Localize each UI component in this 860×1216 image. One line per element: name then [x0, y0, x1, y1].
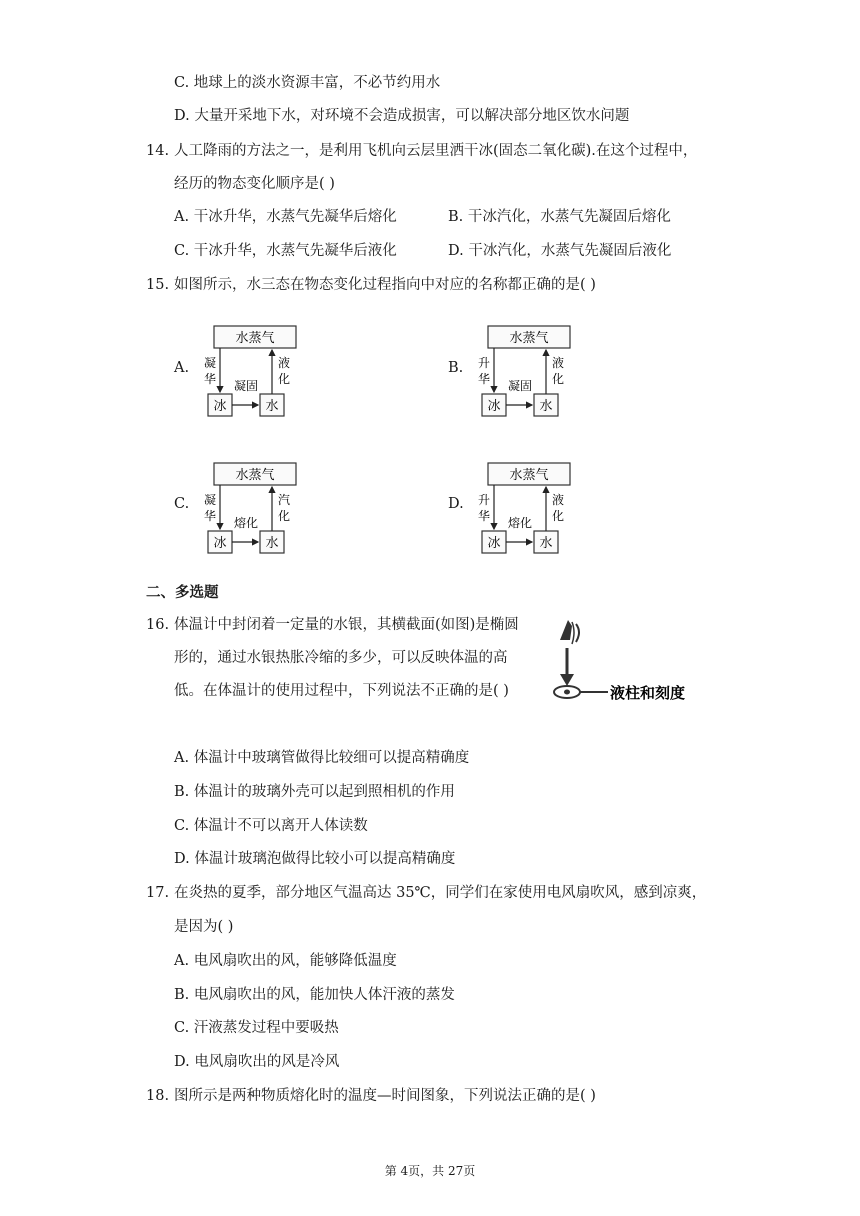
- mid-label: 熔化: [507, 516, 533, 530]
- q14-number: 14.: [146, 143, 170, 159]
- right-char1: 汽: [277, 493, 291, 507]
- right-char1: 液: [551, 493, 565, 507]
- ice-label: 冰: [213, 536, 227, 551]
- left-char1: 升: [477, 493, 491, 507]
- arrowhead: [560, 674, 574, 686]
- q14-option-a: A. 干冰升华，水蒸气先凝华后熔化: [174, 209, 397, 225]
- mid-label: 凝固: [507, 379, 533, 393]
- right-char2: 化: [551, 509, 565, 523]
- left-char1: 凝: [203, 493, 217, 507]
- q14-stem-line2: 经历的物态变化顺序是( ): [174, 176, 335, 192]
- page-footer: 第 4页，共 27页: [384, 1164, 476, 1178]
- mid-label: 熔化: [233, 516, 259, 530]
- vapor-label: 水蒸气: [509, 331, 549, 346]
- q14-option-b: B. 干冰汽化，水蒸气先凝固后熔化: [448, 209, 671, 225]
- q16-option-a: A. 体温计中玻璃管做得比较细可以提高精确度: [174, 750, 470, 766]
- vapor-label: 水蒸气: [509, 468, 549, 483]
- left-char2: 华: [203, 372, 217, 386]
- q15-diagram-b: [474, 318, 576, 426]
- q16-option-c: C. 体温计不可以离开人体读数: [174, 818, 368, 834]
- q16-stem-line1: 体温计中封闭着一定量的水银，其横截面(如图)是椭圆: [174, 617, 519, 633]
- vapor-label: 水蒸气: [235, 468, 275, 483]
- water-label: 水: [539, 536, 553, 551]
- right-char1: 液: [551, 356, 565, 370]
- q16-option-d: D. 体温计玻璃泡做得比较小可以提高精确度: [174, 851, 456, 867]
- q16-option-b: B. 体温计的玻璃外壳可以起到照相机的作用: [174, 784, 455, 800]
- q16-stem-line2: 形的，通过水银热胀冷缩的多少，可以反映体温的高: [174, 650, 508, 666]
- q15-diagram-c: [200, 455, 302, 563]
- section-heading: 二、多选题: [146, 585, 219, 601]
- ice-label: 冰: [487, 399, 501, 414]
- right-char2: 化: [551, 372, 565, 386]
- eye-icon: [560, 620, 579, 644]
- ice-label: 冰: [487, 536, 501, 551]
- q15-option-d-letter: D.: [448, 496, 464, 512]
- q17-number: 17.: [146, 885, 170, 901]
- thermometer-cross-section-figure: [546, 612, 716, 712]
- water-label: 水: [265, 536, 279, 551]
- q15-option-c-letter: C.: [174, 496, 190, 512]
- vapor-label: 水蒸气: [235, 331, 275, 346]
- mercury-column: [564, 690, 570, 695]
- q14-stem-line1: 人工降雨的方法之一，是利用飞机向云层里洒干冰(固态二氧化碳).在这个过程中，: [174, 143, 698, 159]
- q15-stem: 如图所示，水三态在物态变化过程指向中对应的名称都正确的是( ): [174, 277, 596, 293]
- q13-option-c: C. 地球上的淡水资源丰富，不必节约用水: [174, 75, 441, 91]
- q15-diagram-d: [474, 455, 576, 563]
- mid-label: 凝固: [233, 379, 259, 393]
- left-char1: 凝: [203, 356, 217, 370]
- left-char2: 华: [477, 372, 491, 386]
- right-char2: 化: [277, 372, 291, 386]
- q15-diagram-a: [200, 318, 302, 426]
- ice-label: 冰: [213, 399, 227, 414]
- q15-option-b-letter: B.: [448, 360, 464, 376]
- q17-stem-line2: 是因为( ): [174, 919, 234, 935]
- water-label: 水: [265, 399, 279, 414]
- q17-option-a: A. 电风扇吹出的风，能够降低温度: [174, 953, 397, 969]
- q15-number: 15.: [146, 277, 170, 293]
- q16-number: 16.: [146, 617, 170, 633]
- q17-stem-line1: 在炎热的夏季，部分地区气温高达 35℃，同学们在家使用电风扇吹风，感到凉爽，: [174, 885, 707, 901]
- figure-label: 液柱和刻度: [610, 684, 686, 702]
- q13-option-d: D. 大量开采地下水，对环境不会造成损害，可以解决部分地区饮水问题: [174, 108, 630, 124]
- q18-stem: 图所示是两种物质熔化时的温度—时间图象，下列说法正确的是( ): [174, 1088, 596, 1104]
- q17-option-b: B. 电风扇吹出的风，能加快人体汗液的蒸发: [174, 987, 455, 1003]
- q15-option-a-letter: A.: [174, 360, 190, 376]
- right-char1: 液: [277, 356, 291, 370]
- q14-option-c: C. 干冰升华，水蒸气先凝华后液化: [174, 243, 397, 259]
- left-char2: 华: [203, 509, 217, 523]
- q16-stem-line3: 低。在体温计的使用过程中，下列说法不正确的是( ): [174, 683, 509, 699]
- right-char2: 化: [277, 509, 291, 523]
- q17-option-c: C. 汗液蒸发过程中要吸热: [174, 1020, 339, 1036]
- left-char2: 华: [477, 509, 491, 523]
- left-char1: 升: [477, 356, 491, 370]
- q17-option-d: D. 电风扇吹出的风是冷风: [174, 1054, 340, 1070]
- water-label: 水: [539, 399, 553, 414]
- q18-number: 18.: [146, 1088, 170, 1104]
- q14-option-d: D. 干冰汽化，水蒸气先凝固后液化: [448, 243, 672, 259]
